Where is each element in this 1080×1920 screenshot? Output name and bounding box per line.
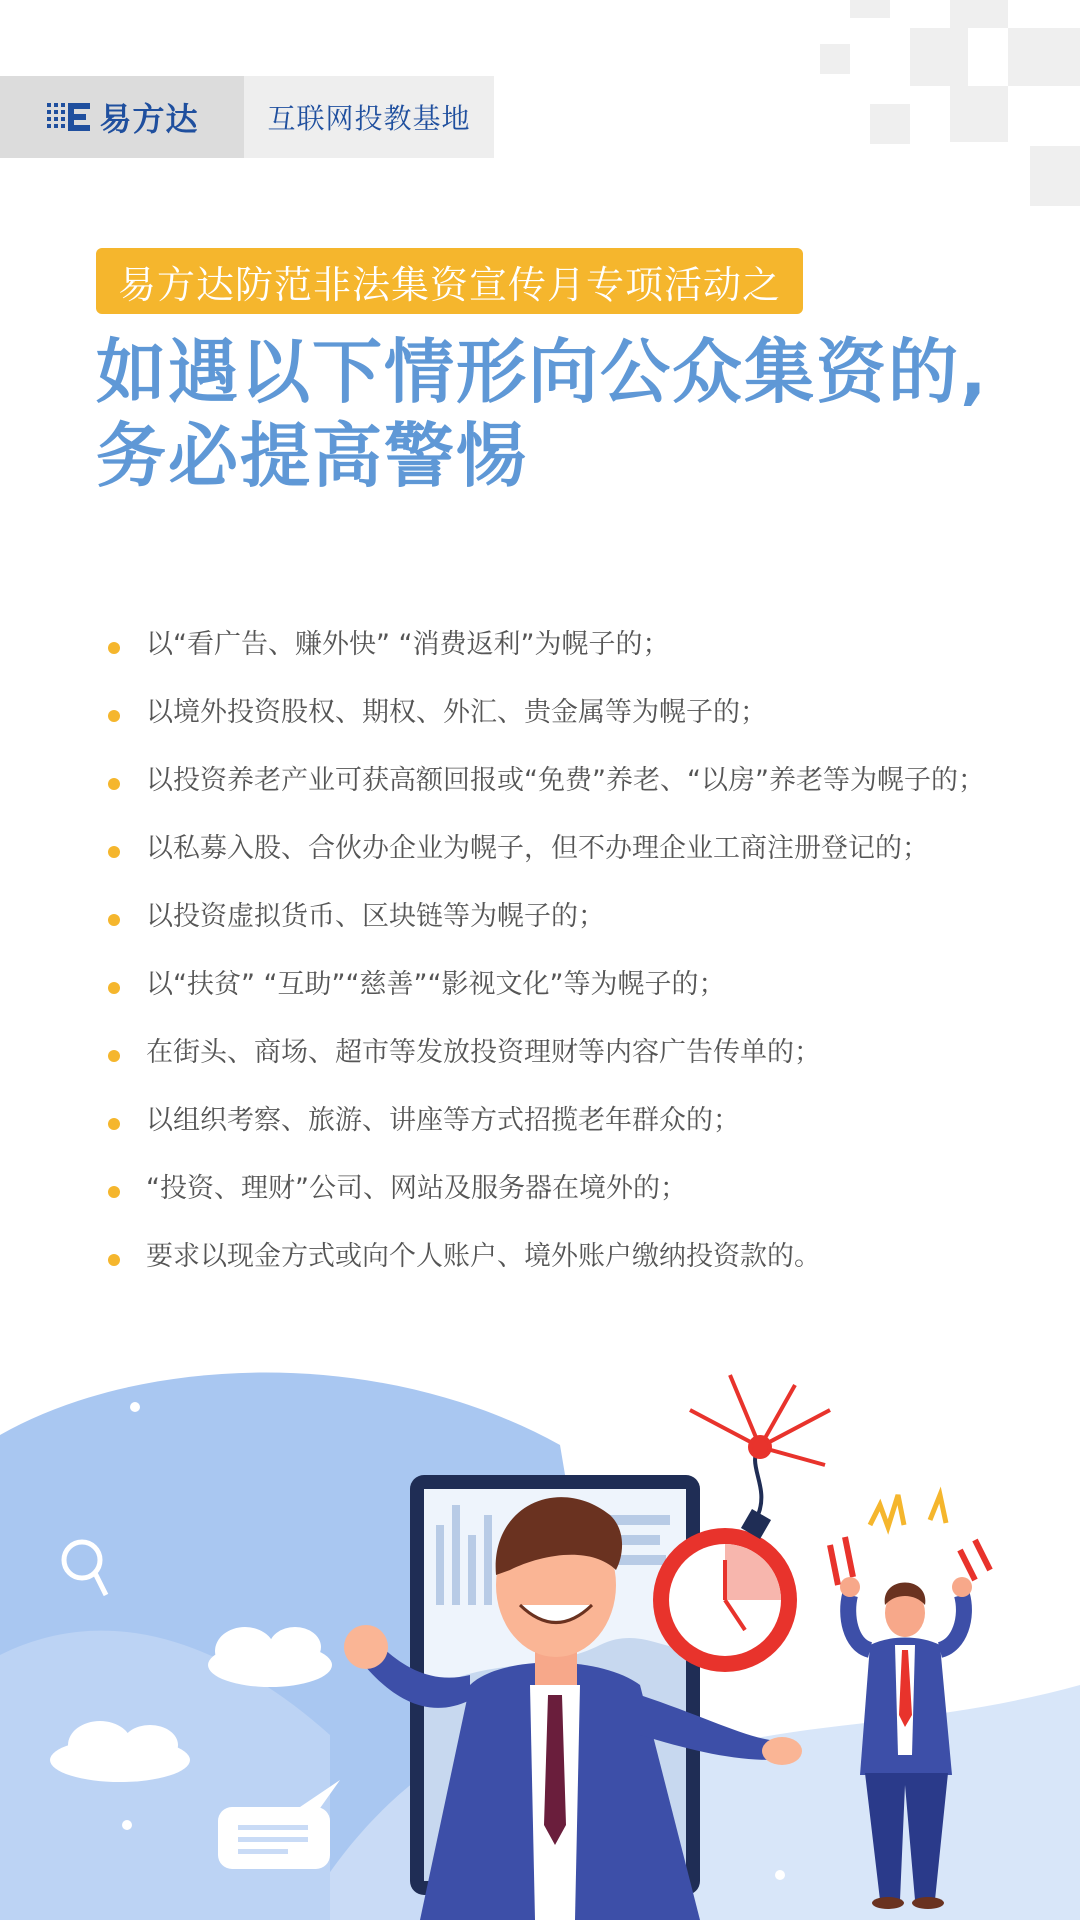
list-item-text: 以“看广告、赚外快” “消费返利”为幌子的； xyxy=(146,629,670,660)
alarm-burst-icon xyxy=(830,1495,990,1585)
list-item xyxy=(100,1240,1020,1274)
list-item xyxy=(100,1036,1020,1070)
list-item-text: 以私募入股、合伙办企业为幌子，但不办理企业工商注册登记的； xyxy=(146,833,929,864)
fraud-warning-illustration xyxy=(0,1355,1080,1920)
bullet-dot-icon xyxy=(108,1186,120,1198)
tagline-text: 互联网投教基地 xyxy=(267,102,471,135)
logo-mark-icon xyxy=(45,101,93,133)
list-item xyxy=(100,1104,1020,1138)
list-item-text: 在街头、商场、超市等发放投资理财等内容广告传单的； xyxy=(146,1037,821,1068)
list-item xyxy=(100,1172,1020,1206)
bullet-dot-icon xyxy=(108,982,120,994)
bullet-dot-icon xyxy=(108,710,120,722)
headline-line-2: 务必提高警惕 xyxy=(96,415,528,497)
list-item xyxy=(100,832,1020,866)
subtitle-pill: 易方达防范非法集资宣传月专项活动之 xyxy=(96,248,803,314)
headline-line-1: 如遇以下情形向公众集资的, xyxy=(96,331,989,413)
list-item-text: 以境外投资股权、期权、外汇、贵金属等为幌子的； xyxy=(146,697,767,728)
warning-list xyxy=(100,628,1020,1308)
bullet-dot-icon xyxy=(108,914,120,926)
list-item-text: 要求以现金方式或向个人账户、境外账户缴纳投资款的。 xyxy=(146,1241,821,1272)
list-item-text: 以投资养老产业可获高额回报或“免费”养老、“以房”养老等为幌子的； xyxy=(146,765,985,796)
checker-decoration xyxy=(780,0,1080,210)
list-item xyxy=(100,696,1020,730)
list-item xyxy=(100,968,1020,1002)
bullet-dot-icon xyxy=(108,846,120,858)
brand-bar xyxy=(0,76,494,158)
list-item xyxy=(100,900,1020,934)
brand-logo xyxy=(0,76,244,158)
logo-text: 易方达 xyxy=(99,100,199,138)
list-item-text: 以“扶贫” “互助”“慈善”“影视文化”等为幌子的； xyxy=(146,969,726,1000)
bullet-dot-icon xyxy=(108,778,120,790)
bullet-dot-icon xyxy=(108,1050,120,1062)
bullet-dot-icon xyxy=(108,642,120,654)
list-item-text: “投资、理财”公司、网站及服务器在境外的； xyxy=(146,1173,687,1204)
bullet-dot-icon xyxy=(108,1118,120,1130)
list-item xyxy=(100,764,1020,798)
list-item-text: 以组织考察、旅游、讲座等方式招揽老年群众的； xyxy=(146,1105,740,1136)
tagline-block xyxy=(244,76,494,158)
list-item xyxy=(100,628,1020,662)
page-title xyxy=(96,330,996,498)
explosion-spark-icon xyxy=(690,1375,830,1465)
list-item-text: 以投资虚拟货币、区块链等为幌子的； xyxy=(146,901,605,932)
bullet-dot-icon xyxy=(108,1254,120,1266)
